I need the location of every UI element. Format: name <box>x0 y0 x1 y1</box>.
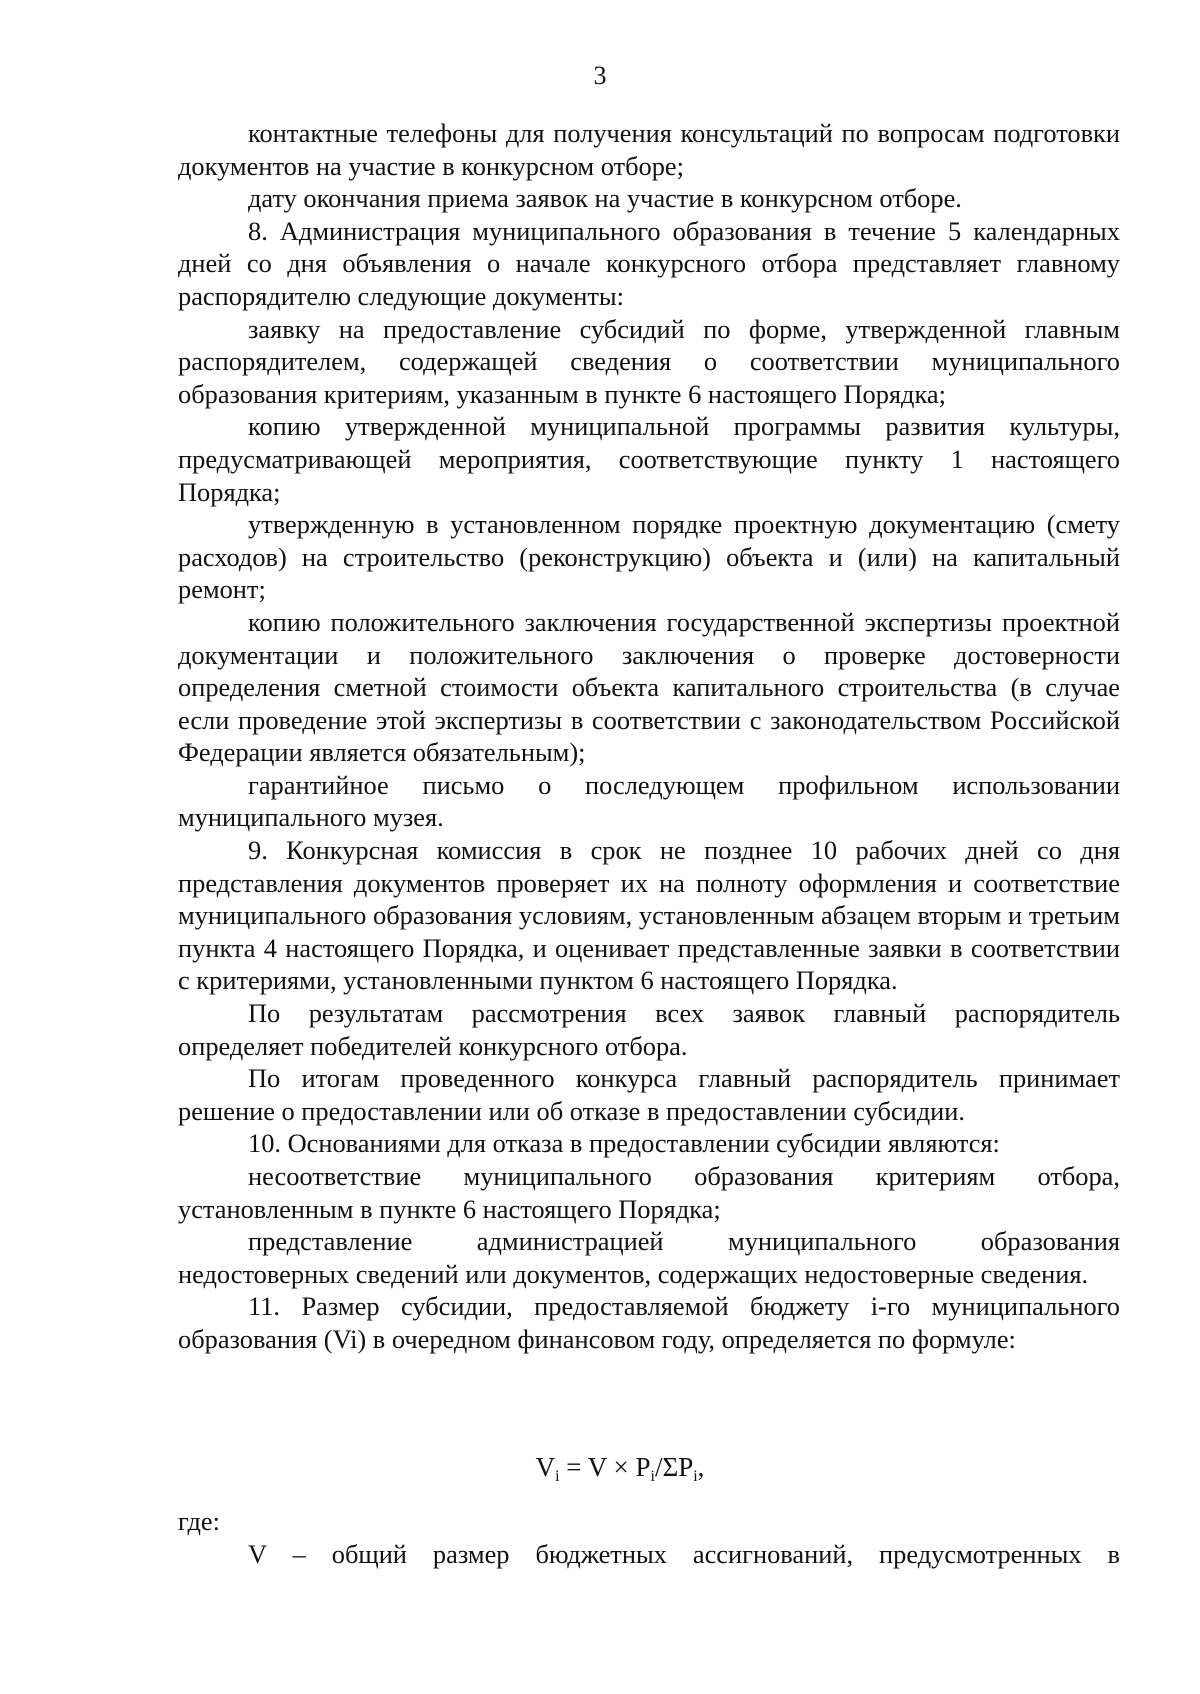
document-body <box>178 117 1120 1356</box>
paragraph-item-11: 11. Размер субсидии, предоставляемой бюджету i-го муниципального образования (Vi) в очередном финансовом году, определяется по формуле: <box>178 1291 1120 1354</box>
paragraph-application: заявку на предоставление субсидий по форме, утвержденной главным распорядителем, содержащей сведения о соответствии муниципального образования критериям, указанным в пункте 6 настоящего Порядка; <box>178 313 1120 409</box>
formula-tail: , <box>697 1452 705 1482</box>
paragraph-expertise-copy: копию положительного заключения государственной экспертизы проектной документации и положительного заключения о проверке достоверности определения сметной стоимости объекта капитального строительства (в случае если проведение этой экспертизы в соответствии с законодательством Российской Федерации является обязательным); <box>178 606 1120 768</box>
paragraph-false-info: представление администрацией муниципального образования недостоверных сведений или документов, содержащих недостоверные сведения. <box>178 1226 1120 1289</box>
where-label: где: <box>178 1506 220 1536</box>
paragraph-contact-phones: контактные телефоны для получения консультаций по вопросам подготовки документов на участие в конкурсном отборе; <box>178 118 1120 181</box>
paragraph-item-8: 8. Администрация муниципального образования в течение 5 календарных дней со дня объявления о начале конкурсного отбора представляет главному распорядителю следующие документы: <box>178 215 1120 311</box>
formula-lhs-sub: i <box>555 1468 560 1485</box>
paragraph-item-10: 10. Основаниями для отказа в предоставлении субсидии являются: <box>248 1128 1000 1159</box>
formula-sum: /ΣP <box>654 1452 694 1482</box>
formula-lhs: V <box>535 1452 556 1482</box>
paragraph-project-docs: утвержденную в установленном порядке проектную документацию (смету расходов) на строительство (реконструкцию) объекта и (или) на капитальный ремонт; <box>178 509 1120 605</box>
formula-sum-sub: i <box>693 1468 698 1485</box>
formula-p-sub: i <box>650 1468 655 1485</box>
paragraph-v-definition: V – общий размер бюджетных ассигнований, предусмотренных в <box>248 1539 1120 1569</box>
paragraph-results: По результатам рассмотрения всех заявок главный распорядитель определяет победителей конкурсного отбора. <box>178 998 1120 1061</box>
formula-middle: = V × P <box>559 1452 651 1482</box>
page-number: 3 <box>593 61 607 90</box>
paragraph-deadline: дату окончания приема заявок на участие в конкурсном отборе. <box>248 183 962 214</box>
subsidy-formula <box>0 1450 1200 1484</box>
paragraph-item-9: 9. Конкурсная комиссия в срок не позднее 10 рабочих дней со дня представления документов проверяет их на полноту оформления и соответствие муниципального образования условиям, установленным абзацем вторым и третьим пункта 4 настоящего Порядка, и оценивает представленные заявки в соответствии с критериями, установленными пунктом 6 настоящего Порядка. <box>178 835 1120 996</box>
paragraph-guarantee-letter: гарантийное письмо о последующем профильном использовании муниципального музея. <box>178 769 1120 833</box>
paragraph-program-copy: копию утвержденной муниципальной программы развития культуры, предусматривающей мероприятия, соответствующие пункту 1 настоящего Порядка; <box>178 411 1120 507</box>
paragraph-nonconformity: несоответствие муниципального образования критериям отбора, установленным в пункте 6 настоящего Порядка; <box>178 1161 1120 1224</box>
paragraph-decision: По итогам проведенного конкурса главный распорядитель принимает решение о предоставлении или об отказе в предоставлении субсидии. <box>178 1063 1120 1126</box>
